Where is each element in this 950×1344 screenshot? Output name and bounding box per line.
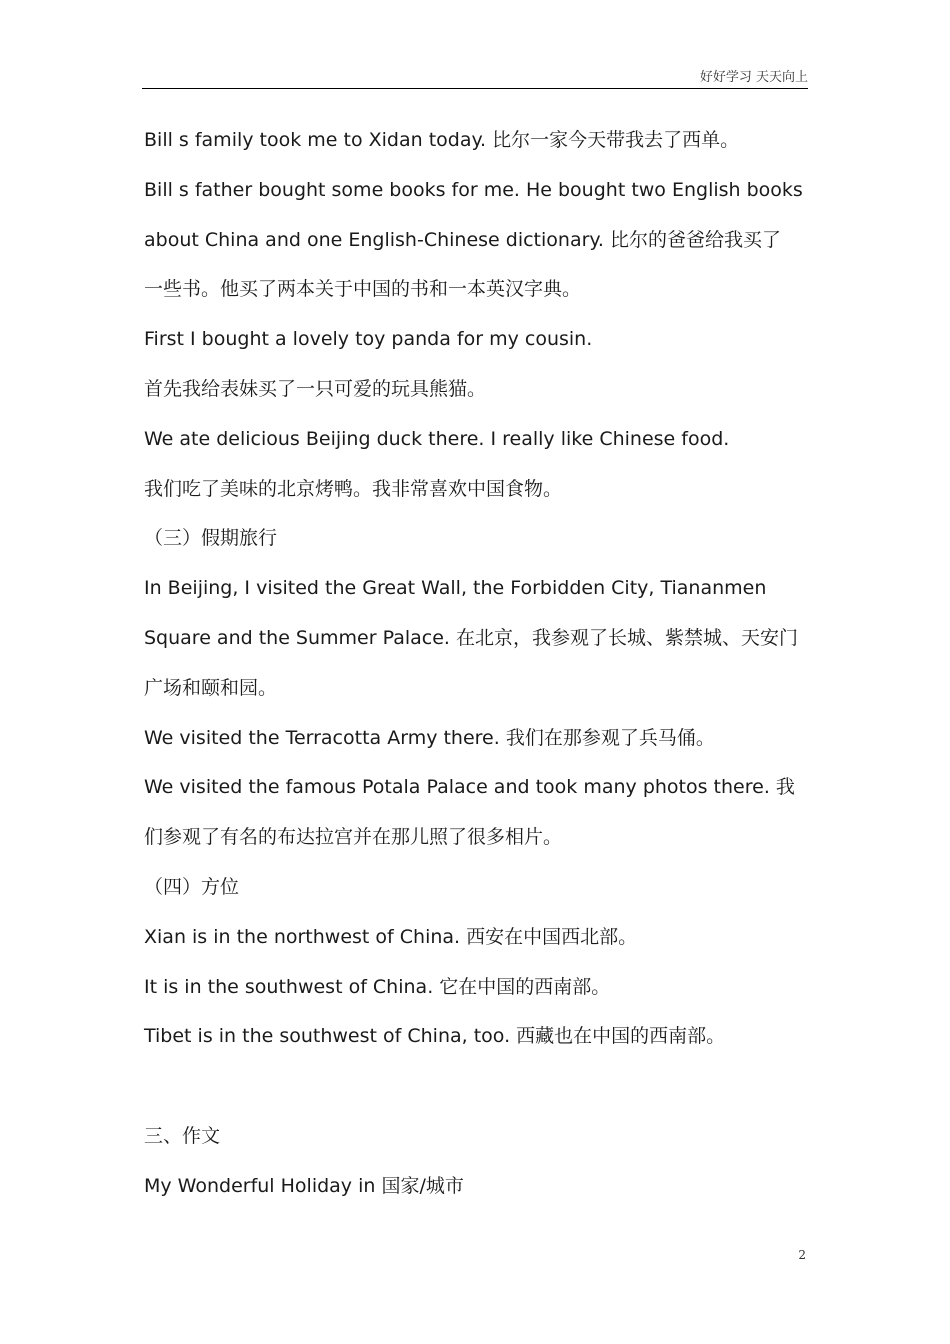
page-number: 2 (798, 1248, 806, 1262)
text-line: We ate delicious Beijing duck there. I really like Chinese food. (144, 427, 730, 450)
blank-line (144, 1062, 810, 1112)
text-line: It is in the southwest of China. 它在中国的西南部。 (144, 975, 611, 998)
text-line: Tibet is in the southwest of China, too. 西藏也在中国的西南部。 (144, 1025, 726, 1048)
text-line: Square and the Summer Palace. 在北京，我参观了长城、紫禁城、天安门 (144, 626, 798, 649)
text-line: about China and one English-Chinese dictionary. 比尔的爸爸给我买了 (144, 228, 782, 251)
text-line: 首先我给表妹买了一只可爱的玩具熊猫。 (144, 377, 487, 400)
text-line: We visited the famous Potala Palace and took many photos there. 我 (144, 776, 795, 799)
text-line: In Beijing, I visited the Great Wall, the Forbidden City, Tiananmen (144, 577, 767, 600)
text-line: Bill s family took me to Xidan today. 比尔一家今天带我去了西单。 (144, 129, 740, 151)
text-line: 我们吃了美味的北京烤鸭。我非常喜欢中国食物。 (144, 477, 563, 500)
text-line: Bill s father bought some books for me. He bought two English books (144, 178, 803, 201)
document-body (144, 116, 810, 1212)
text-line: 广场和颐和园。 (144, 676, 278, 699)
text-line: Xian is in the northwest of China. 西安在中国西北部。 (144, 925, 638, 948)
text-line: 一些书。他买了两本关于中国的书和一本英汉字典。 (144, 278, 582, 301)
text-line: 们参观了有名的布达拉宫并在那儿照了很多相片。 (144, 826, 563, 849)
header-motto: 好好学习 天天向上 (699, 70, 808, 85)
text-line: First I bought a lovely toy panda for my cousin. (144, 328, 593, 351)
text-line: We visited the Terracotta Army there. 我们在那参观了兵马俑。 (144, 726, 715, 749)
section-heading-composition: 三、作文 (144, 1124, 221, 1147)
subsection-heading-travel: （三）假期旅行 (144, 527, 278, 550)
essay-title: My Wonderful Holiday in 国家/城市 (144, 1174, 464, 1197)
header-divider (142, 88, 808, 89)
subsection-heading-direction: （四）方位 (144, 875, 240, 898)
